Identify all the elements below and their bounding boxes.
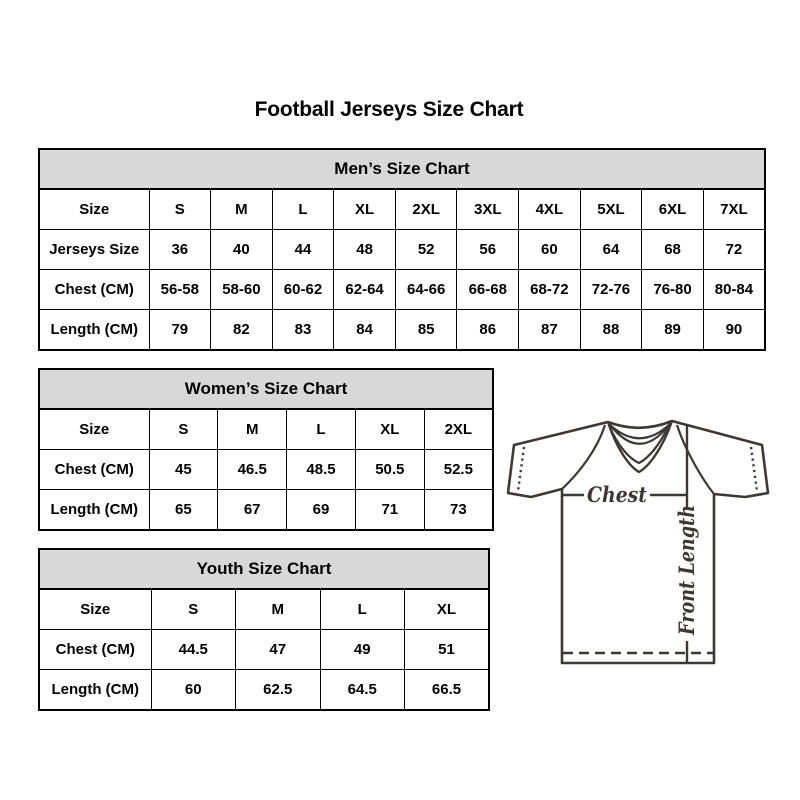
- size-value-cell: 82: [211, 310, 273, 351]
- chest-label: Chest: [587, 482, 648, 507]
- size-value-cell: 80-84: [703, 270, 765, 310]
- size-value-cell: XL: [355, 409, 424, 450]
- size-value-cell: S: [149, 409, 218, 450]
- row-label-cell: Chest (CM): [39, 270, 149, 310]
- size-value-cell: 7XL: [703, 189, 765, 230]
- size-value-cell: 56: [457, 230, 519, 270]
- size-value-cell: L: [272, 189, 334, 230]
- size-value-cell: 73: [424, 490, 493, 531]
- row-label-cell: Size: [39, 189, 149, 230]
- size-value-cell: 69: [287, 490, 356, 531]
- size-value-cell: 72: [703, 230, 765, 270]
- size-value-cell: 76-80: [642, 270, 704, 310]
- size-value-cell: M: [218, 409, 287, 450]
- size-value-cell: 90: [703, 310, 765, 351]
- size-value-cell: 65: [149, 490, 218, 531]
- size-value-cell: 62-64: [334, 270, 396, 310]
- table-row: [39, 490, 493, 531]
- size-value-cell: 45: [149, 450, 218, 490]
- size-value-cell: 6XL: [642, 189, 704, 230]
- size-value-cell: L: [287, 409, 356, 450]
- page-title: Football Jerseys Size Chart: [254, 98, 524, 121]
- size-value-cell: 48: [334, 230, 396, 270]
- youth-size-table: [38, 588, 490, 711]
- size-value-cell: 89: [642, 310, 704, 351]
- mens-size-table: [38, 188, 766, 351]
- size-value-cell: 40: [211, 230, 273, 270]
- size-value-cell: 52.5: [424, 450, 493, 490]
- size-value-cell: 58-60: [211, 270, 273, 310]
- size-value-cell: 64-66: [395, 270, 457, 310]
- size-value-cell: 68: [642, 230, 704, 270]
- front-length-label: Front Length: [674, 480, 699, 635]
- youth-chart-title: Youth Size Chart: [38, 548, 490, 588]
- size-value-cell: 60-62: [272, 270, 334, 310]
- size-value-cell: L: [320, 589, 405, 630]
- size-value-cell: 79: [149, 310, 211, 351]
- size-value-cell: 68-72: [519, 270, 581, 310]
- size-value-cell: 4XL: [519, 189, 581, 230]
- size-value-cell: 51: [405, 630, 490, 670]
- jersey-outline: [508, 421, 768, 663]
- table-row: [39, 670, 489, 711]
- womens-chart-title: Women’s Size Chart: [38, 368, 494, 408]
- size-value-cell: S: [151, 589, 236, 630]
- size-value-cell: 56-58: [149, 270, 211, 310]
- size-value-cell: 72-76: [580, 270, 642, 310]
- table-row: [39, 189, 765, 230]
- size-value-cell: 44: [272, 230, 334, 270]
- size-value-cell: S: [149, 189, 211, 230]
- size-value-cell: M: [236, 589, 321, 630]
- size-value-cell: 88: [580, 310, 642, 351]
- size-value-cell: 66-68: [457, 270, 519, 310]
- size-value-cell: 46.5: [218, 450, 287, 490]
- size-value-cell: XL: [334, 189, 396, 230]
- size-value-cell: 86: [457, 310, 519, 351]
- size-value-cell: 5XL: [580, 189, 642, 230]
- table-row: [39, 589, 489, 630]
- size-value-cell: 44.5: [151, 630, 236, 670]
- size-value-cell: 84: [334, 310, 396, 351]
- size-value-cell: 64: [580, 230, 642, 270]
- size-value-cell: 3XL: [457, 189, 519, 230]
- size-value-cell: 66.5: [405, 670, 490, 711]
- row-label-cell: Size: [39, 589, 151, 630]
- size-value-cell: 50.5: [355, 450, 424, 490]
- size-value-cell: 85: [395, 310, 457, 351]
- size-value-cell: XL: [405, 589, 490, 630]
- size-value-cell: 48.5: [287, 450, 356, 490]
- table-row: [39, 270, 765, 310]
- table-row: [39, 310, 765, 351]
- size-value-cell: 67: [218, 490, 287, 531]
- row-label-cell: Size: [39, 409, 149, 450]
- table-row: [39, 409, 493, 450]
- row-label-cell: Length (CM): [39, 490, 149, 531]
- size-value-cell: 62.5: [236, 670, 321, 711]
- row-label-cell: Chest (CM): [39, 450, 149, 490]
- size-value-cell: 71: [355, 490, 424, 531]
- womens-size-chart: [38, 368, 494, 531]
- youth-size-chart: [38, 548, 490, 711]
- size-value-cell: 60: [519, 230, 581, 270]
- row-label-cell: Length (CM): [39, 670, 151, 711]
- size-value-cell: 83: [272, 310, 334, 351]
- row-label-cell: Jerseys Size: [39, 230, 149, 270]
- size-value-cell: 2XL: [424, 409, 493, 450]
- size-value-cell: 47: [236, 630, 321, 670]
- womens-size-table: [38, 408, 494, 531]
- row-label-cell: Length (CM): [39, 310, 149, 351]
- size-value-cell: 60: [151, 670, 236, 711]
- size-value-cell: M: [211, 189, 273, 230]
- size-value-cell: 52: [395, 230, 457, 270]
- size-value-cell: 64.5: [320, 670, 405, 711]
- table-row: [39, 450, 493, 490]
- jersey-measurement-diagram: [505, 405, 775, 670]
- size-value-cell: 87: [519, 310, 581, 351]
- mens-size-chart: [38, 148, 766, 351]
- table-row: [39, 630, 489, 670]
- size-value-cell: 2XL: [395, 189, 457, 230]
- table-row: [39, 230, 765, 270]
- row-label-cell: Chest (CM): [39, 630, 151, 670]
- mens-chart-title: Men’s Size Chart: [38, 148, 766, 188]
- size-value-cell: 49: [320, 630, 405, 670]
- size-value-cell: 36: [149, 230, 211, 270]
